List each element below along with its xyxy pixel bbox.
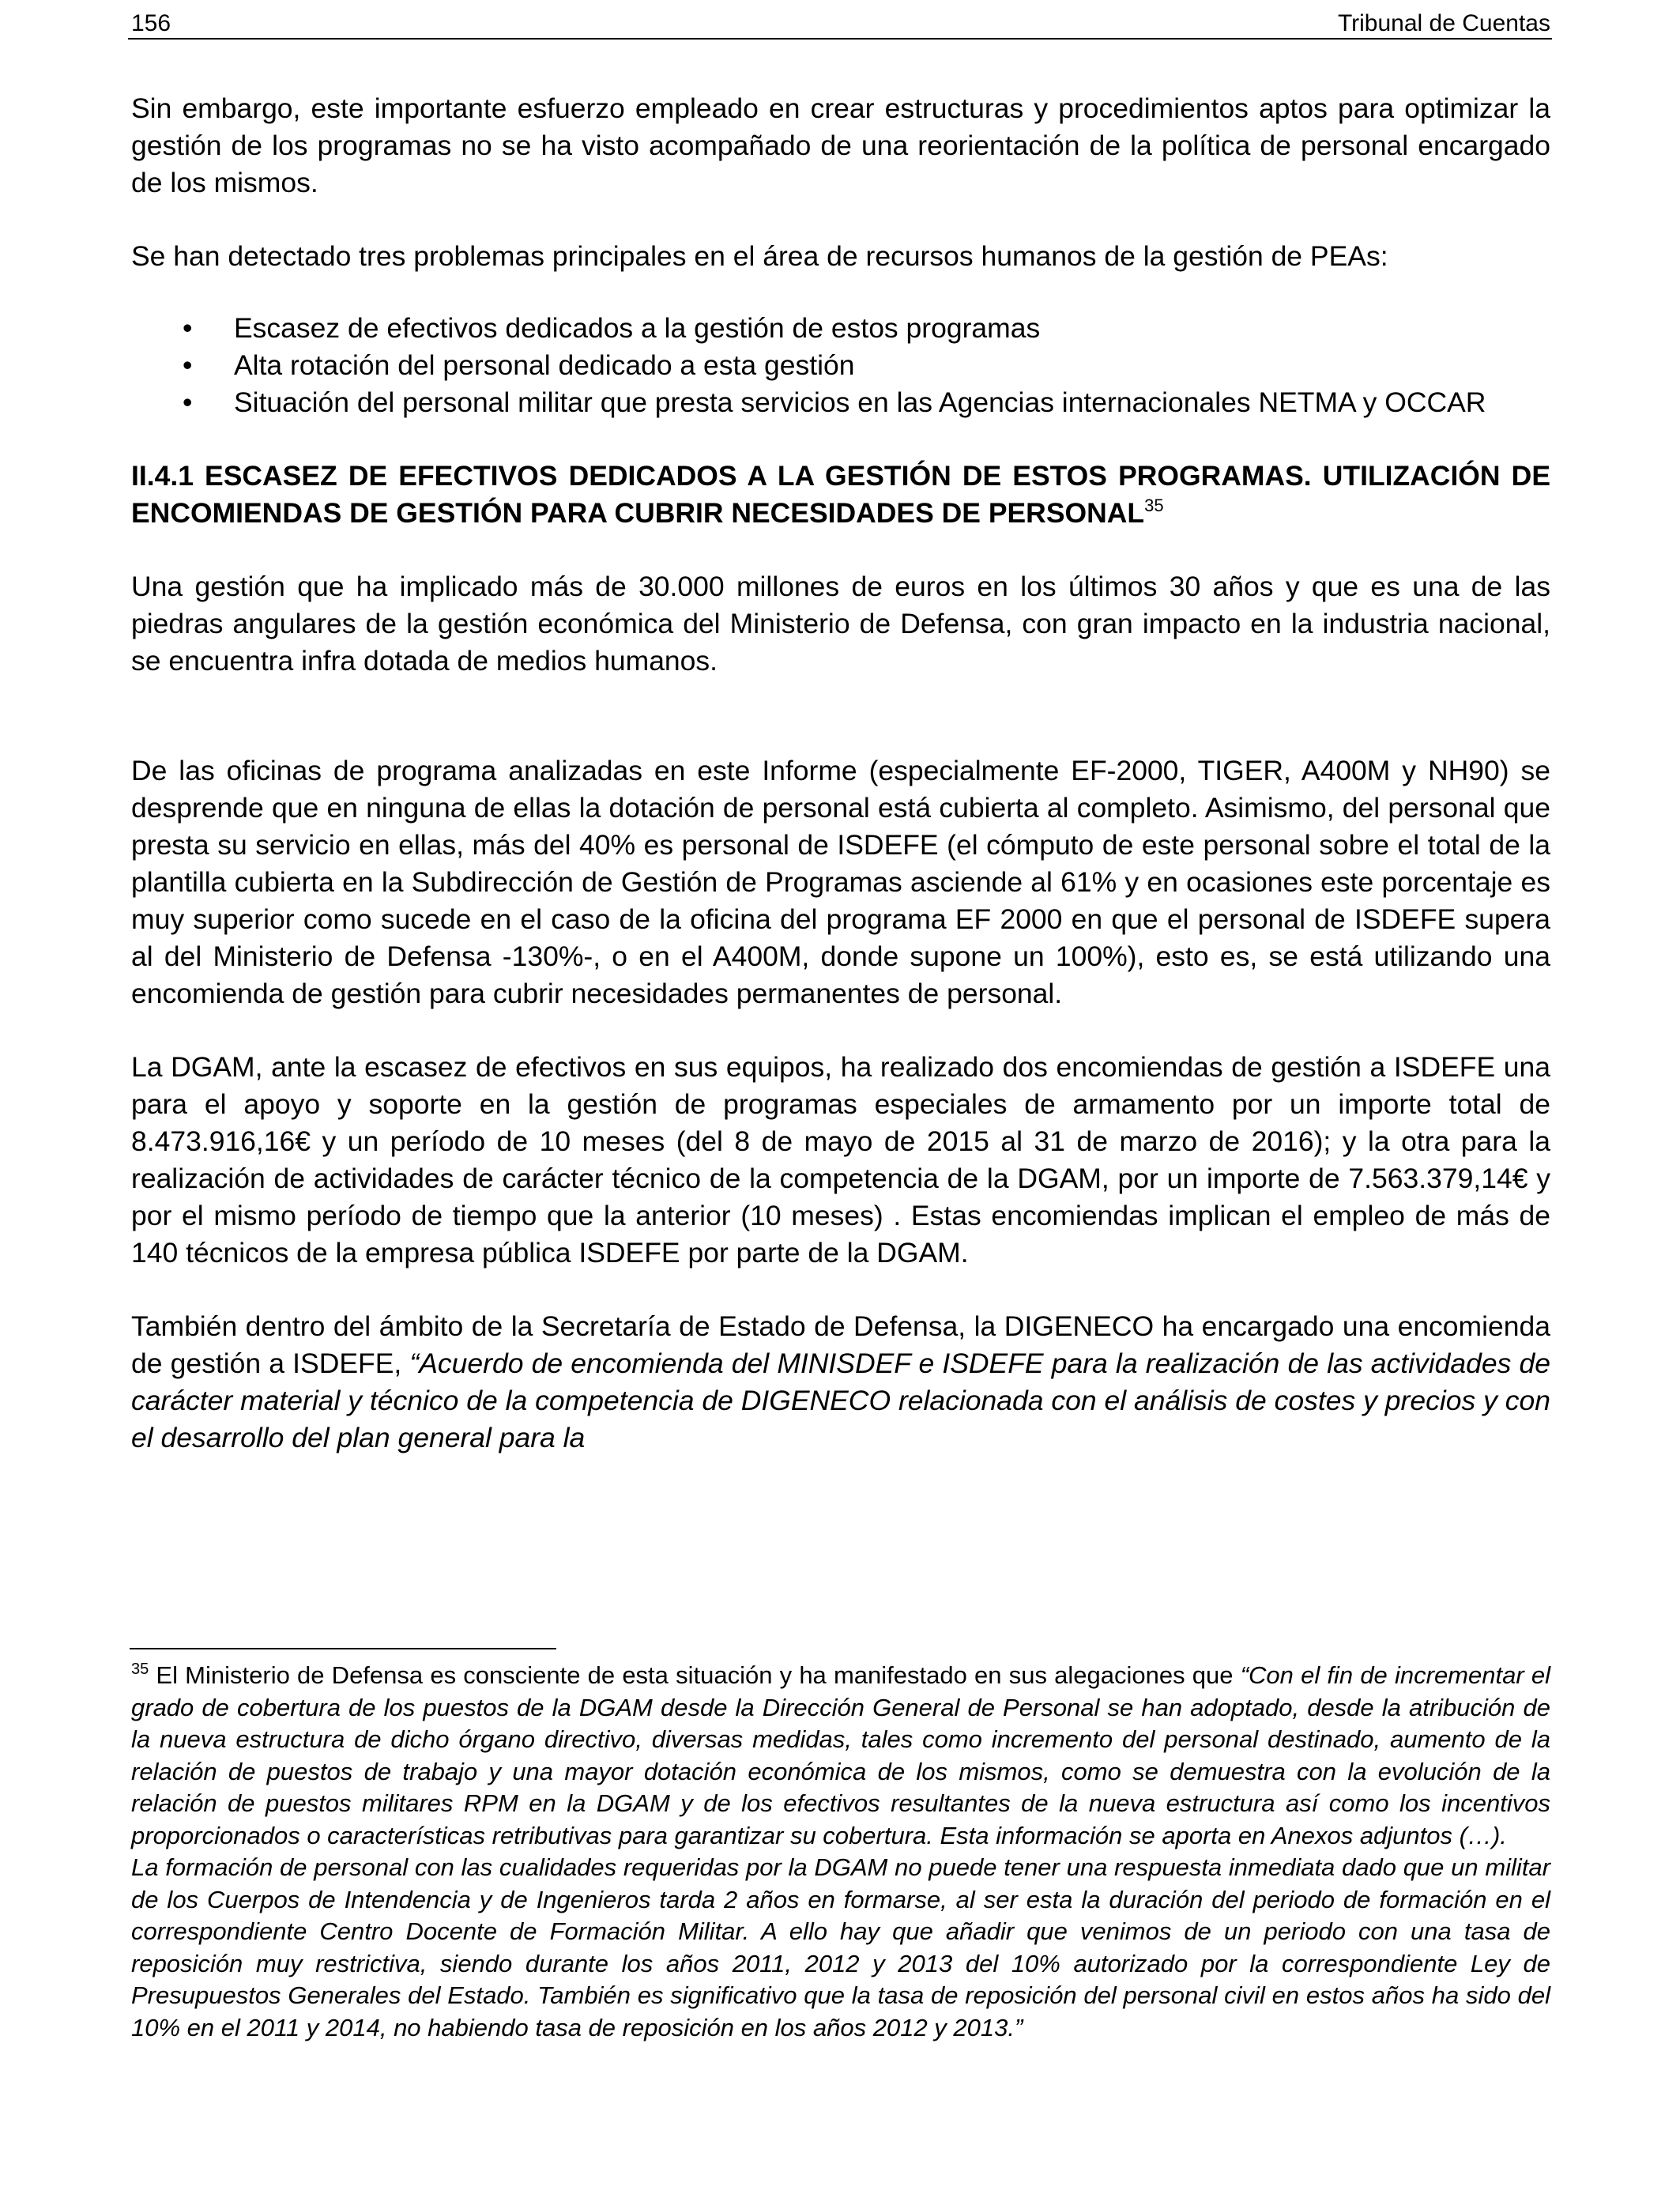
footnote	[131, 1660, 1550, 2044]
paragraph-6-text: También dentro del ámbito de la Secretaría de Estado de Defensa, la DIGENECO ha encargado una encomienda de gestión a ISDEFE,	[131, 1310, 1550, 1379]
problem-list	[131, 310, 1550, 421]
paragraph-3: Una gestión que ha implicado más de 30.000 millones de euros en los últimos 30 años y que es una de las piedras angulares de la gestión económica del Ministerio de Defensa, con gran impacto en la industria nacional, se encuentra infra dotada de medios humanos.	[131, 571, 1550, 677]
paragraph-5: La DGAM, ante la escasez de efectivos en sus equipos, ha realizado dos encomiendas de gestión a ISDEFE una para el apoyo y soporte en la gestión de programas especiales de armamento por un importe total de 8.473.916,16€ y un período de 10 meses (del 8 de mayo de 2015 al 31 de marzo de 2016); y la otra para la realización de actividades de carácter técnico de la competencia de la DGAM, por un importe de 7.563.379,14€ y por el mismo período de tiempo que la anterior (10 meses) . Estas encomiendas implican el empleo de más de 140 técnicos de la empresa pública ISDEFE por parte de la DGAM.	[131, 1051, 1550, 1269]
page-number: 156	[131, 10, 171, 36]
footnote-separator	[130, 1648, 556, 1649]
document-page	[128, 0, 1552, 2194]
footnote-lead: El Ministerio de Defensa es consciente de esta situación y ha manifestado en sus alegaciones que	[149, 1661, 1241, 1689]
paragraph-6-quote: “Acuerdo de encomienda del MINISDEF e ISDEFE para la realización de las actividades de carácter material y técnico de la competencia de DIGENECO relacionada con el análisis de costes y precios y con el desarrollo del plan general para la	[131, 1348, 1550, 1453]
section-heading-text: II.4.1 ESCASEZ DE EFECTIVOS DEDICADOS A LA GESTIÓN DE ESTOS PROGRAMAS. UTILIZACIÓN DE ENCOMIENDAS DE GESTIÓN PARA CUBRIR NECESIDADES DE PERSONAL	[131, 460, 1550, 529]
footnote-paragraph-2	[131, 1852, 1550, 2044]
paragraph-1: Sin embargo, este importante esfuerzo empleado en crear estructuras y procedimientos aptos para optimizar la gestión de los programas no se ha visto acompañado de una reorientación de la política de personal encargado de los mismos.	[131, 92, 1550, 198]
paragraph-2: Se han detectado tres problemas principales en el área de recursos humanos de la gestión de PEAs:	[131, 240, 1388, 272]
footnote-number: 35	[131, 1661, 149, 1678]
section-heading	[131, 458, 1550, 532]
footnote-reference: 35	[1144, 496, 1164, 515]
footnote-paragraph-1	[131, 1660, 1550, 1852]
paragraph-6	[131, 1308, 1550, 1457]
document-body	[131, 90, 1550, 1493]
footnote-quote-1: “Con el fin de incrementar el grado de cobertura de los puestos de la DGAM desde la Dirección General de Personal se han adoptado, desde la atribución de la nueva estructura de dicho órgano directivo, diversas medidas, tales como incremento del personal destinado, aumento de la relación de puestos de trabajo y una mayor dotación económica de los mismos, como se demuestra con la evolución de la relación de puestos militares RPM en la DGAM y de los efectivos resultantes de la nueva estructura así como los incentivos proporcionados o características retributivas para garantizar su cobertura. Esta información se aporta en Anexos adjuntos (…).	[131, 1661, 1550, 1849]
footnote-quote-2: La formación de personal con las cualidades requeridas por la DGAM no puede tener una respuesta inmediata dado que un militar de los Cuerpos de Intendencia y de Ingenieros tarda 2 años en formarse, al ser esta la duración del periodo de formación en el correspondiente Centro Docente de Formación Militar. A ello hay que añadir que venimos de un periodo con una tasa de reposición muy restrictiva, siendo durante los años 2011, 2012 y 2013 del 10% autorizado por la correspondiente Ley de Presupuestos Generales del Estado. También es significativo que la tasa de reposición del personal civil en estos años ha sido del 10% en el 2011 y 2014, no habiendo tasa de reposición en los años 2012 y 2013.”	[131, 1853, 1550, 2041]
list-item: • Alta rotación del personal dedicado a esta gestión	[234, 347, 1550, 384]
paragraph-4: De las oficinas de programa analizadas en este Informe (especialmente EF-2000, TIGER, A400M y NH90) se desprende que en ninguna de ellas la dotación de personal está cubierta al completo. Asimismo, del personal que presta su servicio en ellas, más del 40% es personal de ISDEFE (el cómputo de este personal sobre el total de la plantilla cubierta en la Subdirección de Gestión de Programas asciende al 61% y en ocasiones este porcentaje es muy superior como sucede en el caso de la oficina del programa EF 2000 en que el personal de ISDEFE supera al del Ministerio de Defensa -130%-, o en el A400M, donde supone un 100%), esto es, se está utilizando una encomienda de gestión para cubrir necesidades permanentes de personal.	[131, 755, 1550, 1009]
list-item: • Situación del personal militar que presta servicios en las Agencias internacionales NETMA y OCCAR	[234, 384, 1550, 421]
list-item: • Escasez de efectivos dedicados a la gestión de estos programas	[234, 310, 1550, 347]
header-organization: Tribunal de Cuentas	[1337, 10, 1550, 36]
page-header	[128, 6, 1552, 40]
